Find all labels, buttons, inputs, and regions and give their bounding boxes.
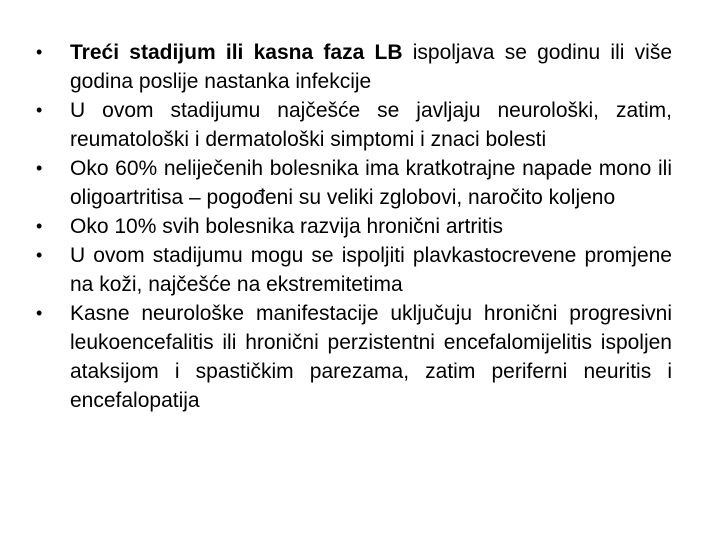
bullet-icon: • — [36, 158, 43, 178]
bullet-item-3 — [36, 154, 672, 212]
bullet-icon: • — [36, 303, 43, 323]
bullet-item-4 — [36, 212, 672, 241]
bullet-text: U ovom stadijumu najčešće se javljaju neurološki, zatim, reumatološki i dermatološki simptomi i znaci bolesti — [70, 99, 672, 151]
bullet-item-5 — [36, 241, 672, 299]
bullet-icon: • — [36, 42, 43, 62]
bullet-icon: • — [36, 100, 43, 120]
bullet-item-1 — [36, 38, 672, 96]
bullet-list — [36, 38, 672, 415]
bullet-text: ispoljava se godinu ili više godina poslije nastanka infekcije — [70, 41, 673, 93]
bullet-icon: • — [36, 216, 43, 236]
bullet-text: Oko 60% neliječenih bolesnika ima kratkotrajne napade mono ili oligoartritisa – pogođeni su veliki zglobovi, naročito koljeno — [70, 157, 672, 209]
bullet-item-2 — [36, 96, 672, 154]
bullet-text: Oko 10% svih bolesnika razvija hronični artritis — [70, 215, 504, 238]
bullet-bold-lead: Treći stadijum ili kasna faza LB — [70, 41, 403, 64]
bullet-text: Kasne neurološke manifestacije uključuju hronični progresivni leukoencefalitis ili hronični perzistentni encefalomijelitis ispoljen ataksijom i spastičkim parezama, zatim periferni neuritis i encefalopatija — [70, 302, 672, 412]
bullet-icon: • — [36, 245, 43, 265]
bullet-item-6 — [36, 299, 672, 415]
bullet-text: U ovom stadijumu mogu se ispoljiti plavkastocrevene promjene na koži, najčešće na ekstremitetima — [70, 244, 672, 296]
